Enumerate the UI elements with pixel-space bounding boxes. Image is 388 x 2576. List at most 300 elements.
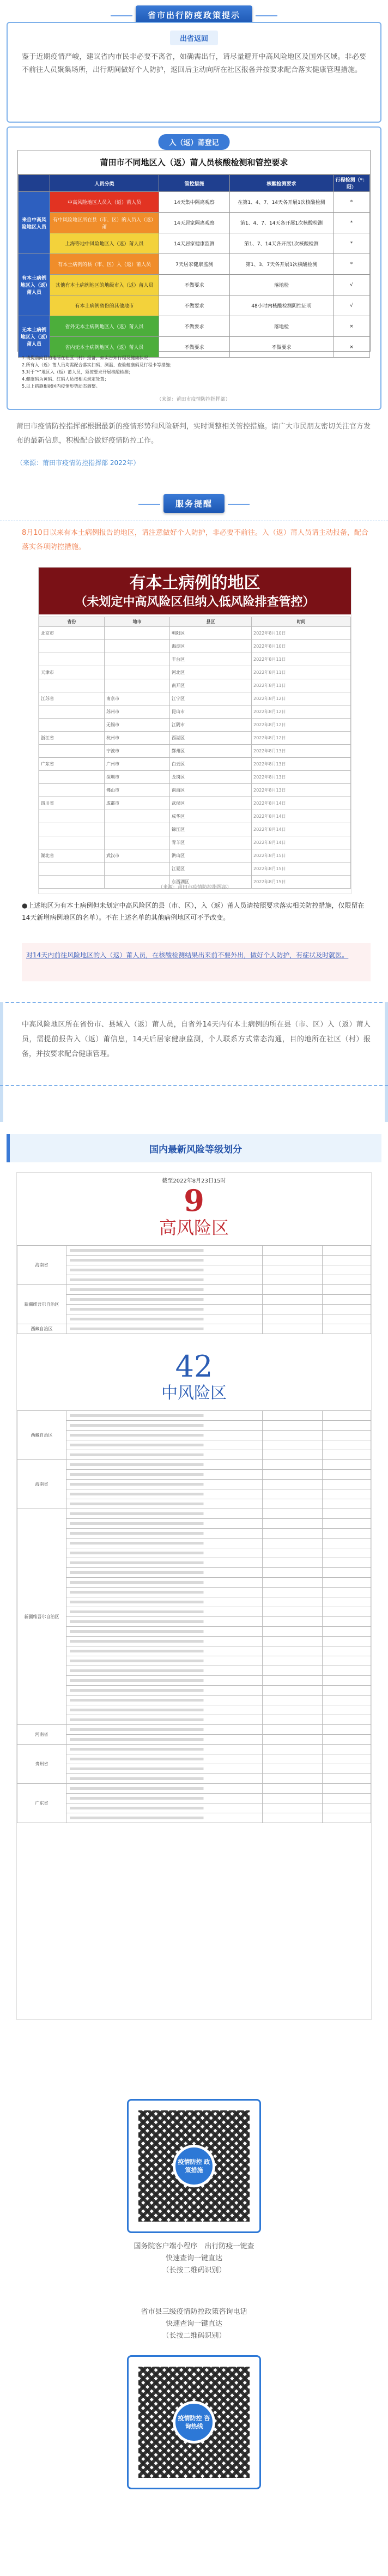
local-case-row [39, 784, 351, 797]
local-case-row [39, 666, 351, 679]
risk-level-cell [263, 1745, 323, 1754]
risk-date-cell [323, 1597, 371, 1607]
county-cell: 武侯区 [170, 797, 252, 810]
mark-cell: × [334, 337, 370, 358]
county-cell: 洪山区 [170, 849, 252, 862]
risk-area-cell [66, 1578, 263, 1588]
risk-area-cell [66, 1627, 263, 1637]
mark-cell: * [334, 254, 370, 275]
qr-code-hotline[interactable] [127, 2355, 261, 2489]
city-cell [105, 823, 170, 836]
date-cell: 2022年8月11日 [252, 679, 351, 692]
risk-province: 海南省 [17, 1246, 66, 1285]
local-case-row [39, 719, 351, 732]
local-case-row [39, 862, 351, 876]
risk-row [17, 1265, 371, 1275]
measure-cell: 7天居家健康监测 [159, 254, 230, 275]
risk-area-cell [66, 1754, 263, 1764]
local-case-row [39, 758, 351, 771]
risk-level-cell [263, 1646, 323, 1656]
risk-date-cell [323, 1764, 371, 1774]
local-case-card [38, 567, 351, 894]
risk-date-cell [323, 1725, 371, 1735]
table-title: 莆田市不同地区入（返）莆人员核酸检测和管控要求 [18, 150, 370, 174]
risk-date-cell [323, 1607, 371, 1617]
risk-area-cell [66, 1803, 263, 1813]
risk-level-cell [263, 1656, 323, 1666]
risk-level-cell [263, 1489, 323, 1499]
risk-row [17, 1666, 371, 1676]
risk-date-cell [323, 1539, 371, 1548]
date-cell: 2022年8月14日 [252, 797, 351, 810]
risk-level-cell [263, 1725, 323, 1735]
county-cell: 成华区 [170, 810, 252, 823]
date-cell: 2022年8月12日 [252, 705, 351, 719]
risk-level-cell [263, 1509, 323, 1519]
risk-date-cell [323, 1666, 371, 1676]
city-cell: 深圳市 [105, 771, 170, 784]
risk-row [17, 1539, 371, 1548]
risk-level-cell [263, 1774, 323, 1784]
county-cell: 昆山市 [170, 705, 252, 719]
risk-level-cell [263, 1754, 323, 1764]
province-cell: 四川省 [39, 797, 105, 810]
city-cell [105, 679, 170, 692]
table-notes [22, 354, 365, 403]
risk-date-cell [323, 1450, 371, 1460]
local-case-row [39, 836, 351, 849]
province-cell [39, 653, 105, 666]
risk-date-cell [323, 1411, 371, 1421]
risk-level-cell [263, 1460, 323, 1470]
risk-area-cell [66, 1480, 263, 1489]
risk-area-cell [66, 1705, 263, 1715]
local-case-row [39, 627, 351, 640]
date-cell: 2022年8月12日 [252, 732, 351, 745]
risk-date-cell [323, 1656, 371, 1666]
local-card-header [39, 568, 351, 614]
risk-row [17, 1275, 371, 1285]
risk-level-cell [263, 1499, 323, 1509]
risk-card [16, 1172, 372, 2020]
risk-date-cell [323, 1246, 371, 1256]
mid-count: 42 [175, 1349, 213, 1384]
control-row [19, 192, 370, 213]
risk-date-cell [323, 1305, 371, 1314]
qr1-caption [0, 2241, 388, 2277]
qr2-caption-line: 省市县三级疫情防控政策咨询电话 [141, 2308, 247, 2316]
date-cell: 2022年8月14日 [252, 836, 351, 849]
risk-level-cell [263, 1421, 323, 1431]
col-county: 县区 [170, 617, 252, 627]
city-cell [105, 640, 170, 653]
risk-date-cell [323, 1470, 371, 1480]
risk-level-cell [263, 1686, 323, 1696]
risk-area-cell [66, 1275, 263, 1285]
risk-level-cell [263, 1627, 323, 1637]
date-cell: 2022年8月11日 [252, 653, 351, 666]
mark-cell: * [334, 213, 370, 233]
risk-area-cell [66, 1256, 263, 1265]
mark-cell: √ [334, 295, 370, 316]
risk-area-cell [66, 1646, 263, 1656]
risk-row [17, 1411, 371, 1421]
date-cell: 2022年8月13日 [252, 784, 351, 797]
mark-cell: √ [334, 275, 370, 295]
risk-level-cell [263, 1431, 323, 1440]
risk-date-cell [323, 1499, 371, 1509]
local-case-row [39, 732, 351, 745]
city-cell [105, 627, 170, 640]
local-case-row [39, 849, 351, 862]
risk-area-cell [66, 1305, 263, 1314]
risk-area-cell [66, 1314, 263, 1324]
risk-row [17, 1725, 371, 1735]
test-cell: 落地检 [230, 275, 334, 295]
risk-level-cell [263, 1450, 323, 1460]
risk-area-cell [66, 1440, 263, 1450]
risk-level-cell [263, 1578, 323, 1588]
risk-area-cell [66, 1519, 263, 1529]
category-cell: 其他有本土病例地区的地级市入（返）莆人员 [50, 275, 159, 295]
risk-row [17, 1246, 371, 1256]
side-bar-left [0, 1002, 3, 1122]
risk-row [17, 1480, 371, 1489]
risk-area-cell [66, 1460, 263, 1470]
high-label: 高风险区 [159, 1217, 229, 1238]
risk-level-cell [263, 1548, 323, 1558]
qr-center-logo: 疫情防控 咨询热线 [173, 2401, 215, 2444]
risk-level-cell [263, 1568, 323, 1578]
risk-row [17, 1256, 371, 1265]
county-cell: 青羊区 [170, 836, 252, 849]
sec4-body: 中高风险地区所在省份市、县域入（返）莆人员，自省外14天内有本土病例的所在县（市、区）入（返）莆人员，需提前报告入（返）莆信息，14天后居家健康监测，个人联系方式常态沟通，目的地所在社区（村）报备，并按要求配合健康管理。 [22, 1021, 371, 1058]
risk-province: 海南省 [17, 1460, 66, 1509]
note-line: 3.对于“*”地区入（返）莆人员，须按要求开展核酸检测； [22, 370, 133, 375]
service-title: 服务提醒 [163, 494, 225, 513]
province-cell [39, 862, 105, 876]
province-cell: 湖北省 [39, 849, 105, 862]
qr1-caption-line: 国务院客户端小程序 出行防疫一键查 [134, 2242, 254, 2251]
test-cell: 不做要求 [230, 337, 334, 358]
risk-date-cell [323, 1745, 371, 1754]
qr-code-policy[interactable] [127, 2099, 261, 2233]
risk-level-cell [263, 1794, 323, 1803]
city-cell: 广州市 [105, 758, 170, 771]
city-cell [105, 810, 170, 823]
note-line: 1.请提前向目的地所在社区（村）报备，如实告知行程及健康状况； [22, 355, 153, 360]
local-card-title: 有本土病例的地区 [129, 574, 260, 593]
local-case-table [39, 617, 351, 889]
risk-province: 贵州省 [17, 1745, 66, 1784]
local-highlight: 对14天内前往风险地区的入（返）莆人员，在核酸检测结果出来前不要外出，做好个人防护，有症状及时就医。 [26, 951, 349, 959]
risk-level-cell [263, 1784, 323, 1794]
city-cell: 无锡市 [105, 719, 170, 732]
risk-level-cell [263, 1305, 323, 1314]
risk-row [17, 1696, 371, 1705]
risk-date-cell [323, 1715, 371, 1725]
risk-row [17, 1509, 371, 1519]
category-cell: 有中风险地区所在县（市、区）的人员入（返）莆 [50, 213, 159, 233]
measure-cell: 不做要求 [159, 316, 230, 337]
category-cell: 上海等地中风险地区入（返）莆人员 [50, 233, 159, 254]
risk-area-cell [66, 1656, 263, 1666]
county-cell: 海淀区 [170, 640, 252, 653]
risk-area-cell [66, 1450, 263, 1460]
date-cell: 2022年8月11日 [252, 666, 351, 679]
measure-cell: 不做要求 [159, 295, 230, 316]
province-cell [39, 640, 105, 653]
county-cell: 丰台区 [170, 653, 252, 666]
category-cell: 有本土病例的县（市、区）入（返）莆人员 [50, 254, 159, 275]
risk-date-cell [323, 1440, 371, 1450]
risk-area-cell [66, 1470, 263, 1480]
risk-row [17, 1588, 371, 1597]
risk-province: 广东省 [17, 1784, 66, 1823]
risk-row [17, 1578, 371, 1588]
risk-level-cell [263, 1265, 323, 1275]
risk-banner [7, 1134, 381, 1162]
risk-area-cell [66, 1784, 263, 1794]
risk-level-cell [263, 1813, 323, 1823]
province-cell: 北京市 [39, 627, 105, 640]
risk-row [17, 1813, 371, 1823]
risk-area-cell [66, 1764, 263, 1774]
risk-date-cell [323, 1314, 371, 1324]
section-inbound [0, 0, 388, 480]
risk-date-cell [323, 1421, 371, 1431]
risk-date-cell [323, 1509, 371, 1519]
risk-province: 河南省 [17, 1725, 66, 1745]
risk-row [17, 1637, 371, 1646]
qr2-caption-line: 快速查询一键直达 [165, 2320, 222, 2328]
control-table [18, 174, 370, 358]
risk-row [17, 1489, 371, 1499]
risk-row [17, 1519, 371, 1529]
province-cell [39, 784, 105, 797]
risk-date-cell [323, 1460, 371, 1470]
table-caption: （来源：莆田市疫情防控指挥部） [156, 397, 231, 402]
city-cell: 南京市 [105, 692, 170, 705]
province-cell [39, 705, 105, 719]
risk-date-cell [323, 1617, 371, 1627]
local-card-caption: （来源：莆田市疫情防控指挥部） [157, 885, 232, 890]
control-row [19, 316, 370, 337]
inbound-chip: 入（返）莆登记 [158, 134, 229, 150]
province-cell [39, 823, 105, 836]
date-cell: 2022年8月13日 [252, 745, 351, 758]
risk-level-cell [263, 1275, 323, 1285]
risk-date-cell [323, 1735, 371, 1745]
th-category: 人员分类 [50, 175, 159, 192]
control-row [19, 254, 370, 275]
risk-row [17, 1794, 371, 1803]
province-cell: 天津市 [39, 666, 105, 679]
local-case-row [39, 653, 351, 666]
category-cell: 有本土病例省份的其他地市 [50, 295, 159, 316]
risk-row [17, 1745, 371, 1754]
local-case-row [39, 810, 351, 823]
local-card-subtitle: （未划定中高风险区但纳入低风险排查管控） [75, 595, 315, 609]
date-cell: 2022年8月15日 [252, 876, 351, 889]
risk-row [17, 1470, 371, 1480]
city-cell [105, 836, 170, 849]
province-cell: 浙江省 [39, 732, 105, 745]
local-case-row [39, 745, 351, 758]
category-cell: 省外无本土病例地区入（返）莆人员 [50, 316, 159, 337]
mid-risk-table [17, 1410, 371, 1823]
province-cell [39, 771, 105, 784]
qr1-caption-line: （长按二维码识别） [162, 2266, 226, 2275]
control-row [19, 213, 370, 233]
risk-level-cell [263, 1470, 323, 1480]
qr1-caption-line: 快速查询一键直达 [165, 2254, 222, 2263]
risk-date-cell [323, 1558, 371, 1568]
divider [0, 1002, 388, 1003]
risk-province: 新疆维吾尔自治区 [17, 1509, 66, 1725]
local-case-row [39, 679, 351, 692]
risk-area-cell [66, 1246, 263, 1256]
risk-date-cell [323, 1696, 371, 1705]
risk-province: 西藏自治区 [17, 1411, 66, 1460]
risk-province: 新疆维吾尔自治区 [17, 1285, 66, 1324]
risk-row [17, 1314, 371, 1324]
risk-level-cell [263, 1617, 323, 1627]
risk-row [17, 1686, 371, 1696]
risk-row [17, 1305, 371, 1314]
risk-area-cell [66, 1558, 263, 1568]
risk-area-cell [66, 1745, 263, 1754]
date-cell: 2022年8月12日 [252, 692, 351, 705]
control-row [19, 233, 370, 254]
city-cell: 杭州市 [105, 732, 170, 745]
test-cell: 48小时内核酸检测阴性证明 [230, 295, 334, 316]
risk-level-cell [263, 1588, 323, 1597]
risk-area-cell [66, 1539, 263, 1548]
risk-area-cell [66, 1509, 263, 1519]
risk-level-cell [263, 1529, 323, 1539]
risk-row [17, 1607, 371, 1617]
risk-area-cell [66, 1499, 263, 1509]
county-cell: 朝阳区 [170, 627, 252, 640]
measure-cell: 不做要求 [159, 275, 230, 295]
col-date: 时间 [252, 617, 351, 627]
county-cell: 白云区 [170, 758, 252, 771]
th-group [19, 175, 50, 192]
risk-level-cell [263, 1597, 323, 1607]
risk-area-cell [66, 1265, 263, 1275]
risk-level-cell [263, 1411, 323, 1421]
mid-label: 中风险区 [161, 1384, 227, 1403]
risk-row [17, 1735, 371, 1745]
risk-date-cell [323, 1774, 371, 1784]
divider [0, 1085, 388, 1086]
risk-row [17, 1705, 371, 1715]
risk-area-cell [66, 1715, 263, 1725]
province-cell: 江苏省 [39, 692, 105, 705]
city-cell [105, 653, 170, 666]
county-cell: 东西湖区 [170, 876, 252, 889]
province-cell [39, 679, 105, 692]
risk-date-cell [323, 1431, 371, 1440]
risk-level-cell [263, 1440, 323, 1450]
risk-area-cell [66, 1597, 263, 1607]
risk-level-cell [263, 1324, 323, 1334]
risk-date-cell [323, 1256, 371, 1265]
date-cell: 2022年8月14日 [252, 810, 351, 823]
qr-center-logo: 疫情防控 政策措施 [173, 2145, 215, 2187]
risk-row [17, 1450, 371, 1460]
note-line: 4.健康码为黄码、红码人员按相关规定处置； [22, 377, 109, 382]
risk-area-cell [66, 1489, 263, 1499]
group-label: 来自中高风险地区人员 [19, 192, 50, 254]
risk-level-cell [263, 1803, 323, 1813]
date-cell: 2022年8月13日 [252, 771, 351, 784]
note-line: 5.以上措施根据国内疫情形势动态调整。 [22, 384, 100, 389]
risk-area-cell [66, 1548, 263, 1558]
risk-date-cell [323, 1285, 371, 1295]
risk-area-cell [66, 1588, 263, 1597]
measure-cell: 14天居家健康监测 [159, 233, 230, 254]
risk-area-cell [66, 1285, 263, 1295]
risk-area-cell [66, 1637, 263, 1646]
test-cell: 第1、4、7、14天各开展1次核酸检测 [230, 213, 334, 233]
date-cell: 2022年8月14日 [252, 823, 351, 836]
risk-date-cell [323, 1813, 371, 1823]
risk-area-cell [66, 1411, 263, 1421]
mark-cell: * [334, 233, 370, 254]
outbound-chip: 出省返回 [170, 31, 218, 45]
risk-row [17, 1627, 371, 1637]
risk-date-cell [323, 1803, 371, 1813]
risk-row [17, 1568, 371, 1578]
risk-row [17, 1676, 371, 1686]
county-cell: 江阴市 [170, 719, 252, 732]
risk-row [17, 1715, 371, 1725]
risk-level-cell [263, 1256, 323, 1265]
th-measure: 管控措施 [159, 175, 230, 192]
risk-title: 国内最新风险等级划分 [149, 1144, 242, 1155]
risk-level-cell [263, 1285, 323, 1295]
local-bullet: ●上述地区为有本土病例但未划定中高风险区的县（市、区），入（返）莆人员请按照要求落实相关防控措施，仅限留在14天新增病例地区的名单）。不在上述名单的其他病例地区可不予改变。 [22, 902, 365, 921]
risk-row [17, 1764, 371, 1774]
risk-area-cell [66, 1324, 263, 1334]
risk-area-cell [66, 1794, 263, 1803]
risk-row [17, 1558, 371, 1568]
risk-row [17, 1431, 371, 1440]
risk-row [17, 1754, 371, 1764]
risk-row [17, 1803, 371, 1813]
category-cell: 省内无本土病例地区入（返）莆人员 [50, 337, 159, 358]
risk-area-cell [66, 1725, 263, 1735]
risk-level-cell [263, 1715, 323, 1725]
risk-area-cell [66, 1431, 263, 1440]
risk-row [17, 1295, 371, 1305]
risk-area-cell [66, 1529, 263, 1539]
province-cell [39, 719, 105, 732]
risk-date: 截至2022年8月23日15时 [162, 1178, 226, 1184]
risk-area-cell [66, 1666, 263, 1676]
risk-level-cell [263, 1764, 323, 1774]
risk-row [17, 1597, 371, 1607]
risk-area-cell [66, 1617, 263, 1627]
mark-cell: * [334, 192, 370, 213]
risk-level-cell [263, 1558, 323, 1568]
control-row [19, 275, 370, 295]
risk-date-cell [323, 1489, 371, 1499]
measure-cell: 不做要求 [159, 337, 230, 358]
col-province: 省份 [39, 617, 105, 627]
